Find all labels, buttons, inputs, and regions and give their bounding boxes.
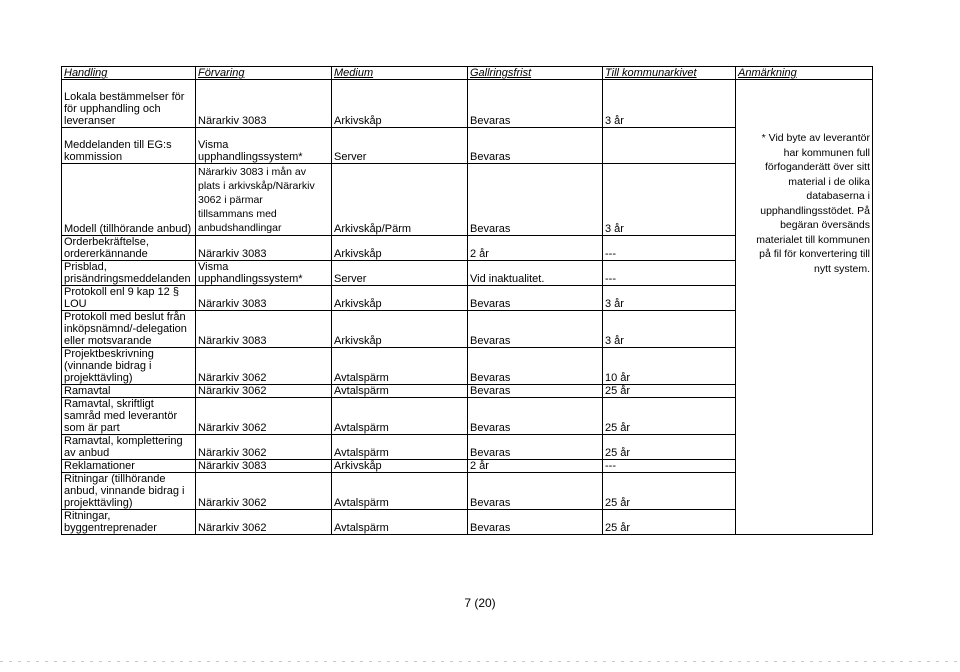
cell-medium: Arkivskåp <box>332 80 468 128</box>
header-forvaring: Förvaring <box>196 67 332 80</box>
cell-till-kommunarkivet: 10 år <box>603 348 736 385</box>
cell-medium: Server <box>332 261 468 286</box>
cell-forvaring: Närarkiv 3062 <box>196 348 332 385</box>
cell-forvaring: Visma upphandlingssystem* <box>196 128 332 164</box>
cell-till-kommunarkivet: 25 år <box>603 435 736 460</box>
cell-medium: Arkivskåp <box>332 286 468 311</box>
cell-gallringsfrist: Bevaras <box>468 510 603 535</box>
cell-gallringsfrist: Bevaras <box>468 435 603 460</box>
cell-till-kommunarkivet: 3 år <box>603 286 736 311</box>
cell-till-kommunarkivet: 3 år <box>603 80 736 128</box>
cell-forvaring: Närarkiv 3083 <box>196 286 332 311</box>
cell-forvaring: Närarkiv 3083 <box>196 80 332 128</box>
cell-medium: Avtalspärm <box>332 385 468 398</box>
cell-forvaring: Närarkiv 3083 <box>196 460 332 473</box>
cell-handling: Ramavtal, komplettering av anbud <box>62 435 196 460</box>
cell-handling: Orderbekräftelse, ordererkännande <box>62 236 196 261</box>
cell-handling: Lokala bestämmelser för för upphandling och leveranser <box>62 80 196 128</box>
cell-medium: Avtalspärm <box>332 435 468 460</box>
cell-forvaring: Närarkiv 3083 i mån av plats i arkivskåp/Närarkiv 3062 i pärmar tillsammans med anbudshandlingar <box>196 164 332 236</box>
cell-handling: Modell (tillhörande anbud) <box>62 164 196 236</box>
cell-till-kommunarkivet <box>603 128 736 164</box>
cell-medium: Arkivskåp <box>332 311 468 348</box>
cell-gallringsfrist: Bevaras <box>468 348 603 385</box>
cell-forvaring: Närarkiv 3062 <box>196 385 332 398</box>
cell-forvaring: Närarkiv 3062 <box>196 510 332 535</box>
cell-anmarkning <box>736 80 873 535</box>
header-anmarkning: Anmärkning <box>736 67 873 80</box>
cell-till-kommunarkivet: 3 år <box>603 311 736 348</box>
cell-handling: Protokoll med beslut från inköpsnämnd/-delegation eller motsvarande <box>62 311 196 348</box>
scan-artifact-line <box>0 661 960 662</box>
cell-medium: Arkivskåp/Pärm <box>332 164 468 236</box>
cell-forvaring: Närarkiv 3083 <box>196 236 332 261</box>
cell-gallringsfrist: Bevaras <box>468 385 603 398</box>
records-table <box>61 66 873 535</box>
header-handling: Handling <box>62 67 196 80</box>
cell-medium: Server <box>332 128 468 164</box>
cell-handling: Ramavtal <box>62 385 196 398</box>
cell-till-kommunarkivet: 25 år <box>603 510 736 535</box>
cell-medium: Avtalspärm <box>332 348 468 385</box>
cell-gallringsfrist: Bevaras <box>468 80 603 128</box>
cell-handling: Ritningar, byggentreprenader <box>62 510 196 535</box>
cell-medium: Avtalspärm <box>332 510 468 535</box>
cell-forvaring: Närarkiv 3062 <box>196 435 332 460</box>
cell-forvaring: Närarkiv 3062 <box>196 473 332 510</box>
cell-till-kommunarkivet: 25 år <box>603 385 736 398</box>
header-medium: Medium <box>332 67 468 80</box>
cell-till-kommunarkivet: 3 år <box>603 164 736 236</box>
cell-gallringsfrist: Bevaras <box>468 311 603 348</box>
cell-medium: Arkivskåp <box>332 236 468 261</box>
cell-forvaring: Visma upphandlingssystem* <box>196 261 332 286</box>
cell-till-kommunarkivet: --- <box>603 236 736 261</box>
cell-till-kommunarkivet: 25 år <box>603 473 736 510</box>
cell-gallringsfrist: Bevaras <box>468 128 603 164</box>
cell-gallringsfrist: 2 år <box>468 460 603 473</box>
cell-gallringsfrist: Bevaras <box>468 398 603 435</box>
header-gallringsfrist: Gallringsfrist <box>468 67 603 80</box>
cell-handling: Projektbeskrivning (vinnande bidrag i projekttävling) <box>62 348 196 385</box>
cell-gallringsfrist: Vid inaktualitet. <box>468 261 603 286</box>
cell-handling: Reklamationer <box>62 460 196 473</box>
cell-till-kommunarkivet: 25 år <box>603 398 736 435</box>
cell-handling: Prisblad, prisändringsmeddelanden <box>62 261 196 286</box>
header-till-kommunarkivet: Till kommunarkivet <box>603 67 736 80</box>
cell-gallringsfrist: Bevaras <box>468 164 603 236</box>
page-number: 7 (20) <box>464 596 496 610</box>
cell-gallringsfrist: Bevaras <box>468 286 603 311</box>
cell-medium: Arkivskåp <box>332 460 468 473</box>
cell-medium: Avtalspärm <box>332 473 468 510</box>
cell-handling: Meddelanden till EG:s kommission <box>62 128 196 164</box>
header-row <box>62 67 873 80</box>
cell-handling: Protokoll enl 9 kap 12 § LOU <box>62 286 196 311</box>
table-row <box>62 80 873 128</box>
cell-till-kommunarkivet: --- <box>603 460 736 473</box>
remark-note: * Vid byte av leverantör har kommunen full förfoganderätt över sitt material i de olika databaserna i upphandlingsstödet. På begäran översänds materialet till kommunen på fil för konvertering till nytt system. <box>756 132 870 275</box>
cell-till-kommunarkivet: --- <box>603 261 736 286</box>
cell-gallringsfrist: 2 år <box>468 236 603 261</box>
cell-handling: Ramavtal, skriftligt samråd med leverantör som är part <box>62 398 196 435</box>
cell-forvaring: Närarkiv 3062 <box>196 398 332 435</box>
cell-gallringsfrist: Bevaras <box>468 473 603 510</box>
cell-handling: Ritningar (tillhörande anbud, vinnande bidrag i projekttävling) <box>62 473 196 510</box>
cell-forvaring: Närarkiv 3083 <box>196 311 332 348</box>
cell-medium: Avtalspärm <box>332 398 468 435</box>
